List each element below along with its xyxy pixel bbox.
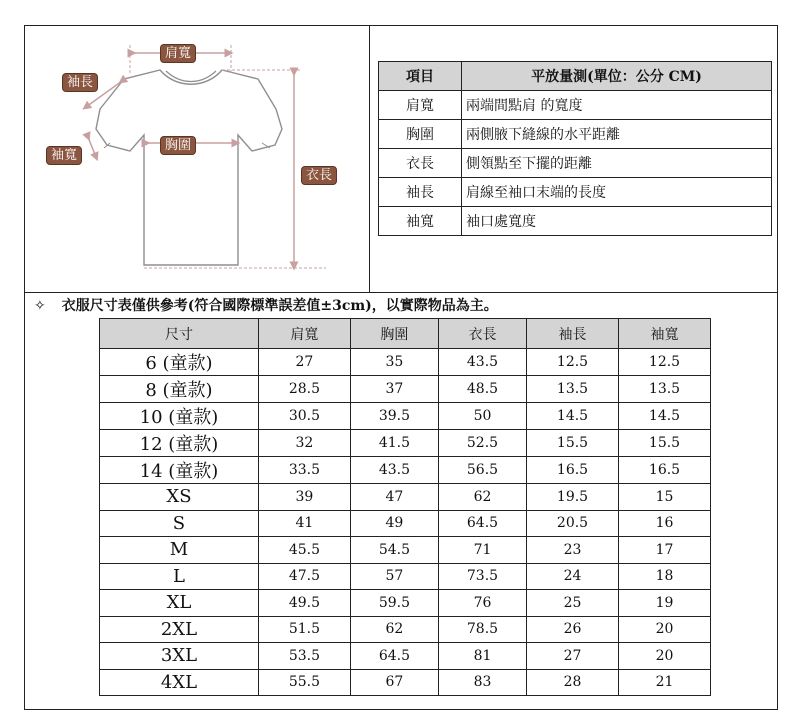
size-row <box>100 403 711 430</box>
size-value-cell: 19.5 <box>527 484 619 511</box>
size-value-cell: 81 <box>438 643 526 670</box>
label-sleeve-length: 袖長 <box>62 73 98 92</box>
size-label-cell: M <box>100 537 259 564</box>
size-value-cell: 64.5 <box>438 510 526 537</box>
size-value-cell: 64.5 <box>350 643 438 670</box>
size-value-cell: 27 <box>258 349 350 376</box>
legend-header-item: 項目 <box>379 62 462 91</box>
size-row <box>100 376 711 403</box>
size-header-cell: 衣長 <box>438 319 526 349</box>
size-label-cell: 4XL <box>100 669 259 696</box>
size-value-cell: 15.5 <box>527 430 619 457</box>
size-value-cell: 41.5 <box>350 430 438 457</box>
size-value-cell: 21 <box>618 669 710 696</box>
size-value-cell: 59.5 <box>350 590 438 617</box>
size-label-cell: 10 (童款) <box>100 403 259 430</box>
size-header-cell: 尺寸 <box>100 319 259 349</box>
size-header-cell: 肩寬 <box>258 319 350 349</box>
label-length: 衣長 <box>301 166 337 185</box>
size-value-cell: 78.5 <box>438 616 526 643</box>
note-text: 衣服尺寸表僅供參考(符合國際標準誤差值±3cm)，以實際物品為主。 <box>61 298 498 314</box>
legend-desc: 袖口處寬度 <box>462 207 772 236</box>
size-value-cell: 16 <box>618 510 710 537</box>
size-label-cell: XL <box>100 590 259 617</box>
size-label-cell: 2XL <box>100 616 259 643</box>
size-label-cell: XS <box>100 484 259 511</box>
size-value-cell: 12.5 <box>618 349 710 376</box>
legend-desc: 兩端間點肩 的寬度 <box>462 91 772 120</box>
legend-item: 肩寬 <box>379 91 462 120</box>
size-row <box>100 643 711 670</box>
divider-vertical <box>369 25 370 292</box>
size-value-cell: 18 <box>618 563 710 590</box>
size-value-cell: 73.5 <box>438 563 526 590</box>
legend-item: 袖長 <box>379 178 462 207</box>
tshirt-diagram <box>26 27 368 291</box>
size-value-cell: 27 <box>527 643 619 670</box>
legend-row <box>379 120 772 149</box>
size-label-cell: L <box>100 563 259 590</box>
measurement-legend-table <box>378 61 772 236</box>
size-label-cell: 3XL <box>100 643 259 670</box>
size-value-cell: 23 <box>527 537 619 564</box>
legend-desc: 兩側腋下縫線的水平距離 <box>462 120 772 149</box>
label-sleeve-width: 袖寬 <box>46 146 82 165</box>
legend-desc: 側領點至下擺的距離 <box>462 149 772 178</box>
size-value-cell: 30.5 <box>258 403 350 430</box>
size-label-cell: S <box>100 510 259 537</box>
size-value-cell: 67 <box>350 669 438 696</box>
size-header-cell: 胸圍 <box>350 319 438 349</box>
size-value-cell: 49 <box>350 510 438 537</box>
size-value-cell: 24 <box>527 563 619 590</box>
size-value-cell: 43.5 <box>438 349 526 376</box>
size-row <box>100 590 711 617</box>
size-row <box>100 616 711 643</box>
legend-item: 袖寬 <box>379 207 462 236</box>
size-chart-table <box>99 318 711 696</box>
size-row <box>100 510 711 537</box>
size-label-cell: 12 (童款) <box>100 430 259 457</box>
label-shoulder: 肩寬 <box>160 44 196 63</box>
size-value-cell: 47 <box>350 484 438 511</box>
size-value-cell: 26 <box>527 616 619 643</box>
size-value-cell: 49.5 <box>258 590 350 617</box>
size-value-cell: 47.5 <box>258 563 350 590</box>
size-value-cell: 15.5 <box>618 430 710 457</box>
size-value-cell: 76 <box>438 590 526 617</box>
label-chest: 胸圍 <box>160 136 196 155</box>
size-value-cell: 37 <box>350 376 438 403</box>
size-value-cell: 55.5 <box>258 669 350 696</box>
size-row <box>100 430 711 457</box>
size-value-cell: 14.5 <box>527 403 619 430</box>
size-header-cell: 袖寬 <box>618 319 710 349</box>
size-value-cell: 33.5 <box>258 457 350 484</box>
size-value-cell: 62 <box>350 616 438 643</box>
size-value-cell: 32 <box>258 430 350 457</box>
size-value-cell: 62 <box>438 484 526 511</box>
size-row <box>100 349 711 376</box>
size-row <box>100 669 711 696</box>
size-value-cell: 20 <box>618 616 710 643</box>
size-value-cell: 50 <box>438 403 526 430</box>
size-value-cell: 20.5 <box>527 510 619 537</box>
size-value-cell: 12.5 <box>527 349 619 376</box>
legend-row <box>379 178 772 207</box>
size-value-cell: 13.5 <box>527 376 619 403</box>
size-row <box>100 457 711 484</box>
legend-item: 胸圍 <box>379 120 462 149</box>
size-value-cell: 28.5 <box>258 376 350 403</box>
size-value-cell: 41 <box>258 510 350 537</box>
size-value-cell: 25 <box>527 590 619 617</box>
size-value-cell: 48.5 <box>438 376 526 403</box>
size-value-cell: 43.5 <box>350 457 438 484</box>
legend-header-row <box>379 62 772 91</box>
size-value-cell: 16.5 <box>618 457 710 484</box>
size-row <box>100 537 711 564</box>
size-header-row <box>100 319 711 349</box>
size-value-cell: 13.5 <box>618 376 710 403</box>
size-value-cell: 20 <box>618 643 710 670</box>
size-label-cell: 8 (童款) <box>100 376 259 403</box>
size-value-cell: 19 <box>618 590 710 617</box>
size-value-cell: 71 <box>438 537 526 564</box>
legend-row <box>379 207 772 236</box>
size-label-cell: 6 (童款) <box>100 349 259 376</box>
size-value-cell: 53.5 <box>258 643 350 670</box>
size-value-cell: 17 <box>618 537 710 564</box>
legend-row <box>379 149 772 178</box>
size-value-cell: 39.5 <box>350 403 438 430</box>
size-value-cell: 35 <box>350 349 438 376</box>
size-label-cell: 14 (童款) <box>100 457 259 484</box>
size-value-cell: 51.5 <box>258 616 350 643</box>
divider-horizontal <box>24 292 778 293</box>
size-value-cell: 39 <box>258 484 350 511</box>
size-value-cell: 54.5 <box>350 537 438 564</box>
size-value-cell: 56.5 <box>438 457 526 484</box>
size-value-cell: 57 <box>350 563 438 590</box>
legend-item: 衣長 <box>379 149 462 178</box>
size-row <box>100 563 711 590</box>
size-value-cell: 83 <box>438 669 526 696</box>
size-value-cell: 14.5 <box>618 403 710 430</box>
legend-desc: 肩線至袖口末端的長度 <box>462 178 772 207</box>
legend-header-desc: 平放量測(單位：公分 CM) <box>462 62 772 91</box>
size-value-cell: 15 <box>618 484 710 511</box>
size-header-cell: 袖長 <box>527 319 619 349</box>
diamond-bullet-icon: ✧ <box>34 298 46 314</box>
size-value-cell: 16.5 <box>527 457 619 484</box>
size-value-cell: 45.5 <box>258 537 350 564</box>
size-row <box>100 484 711 511</box>
size-value-cell: 52.5 <box>438 430 526 457</box>
legend-row <box>379 91 772 120</box>
size-note <box>34 295 498 315</box>
size-value-cell: 28 <box>527 669 619 696</box>
